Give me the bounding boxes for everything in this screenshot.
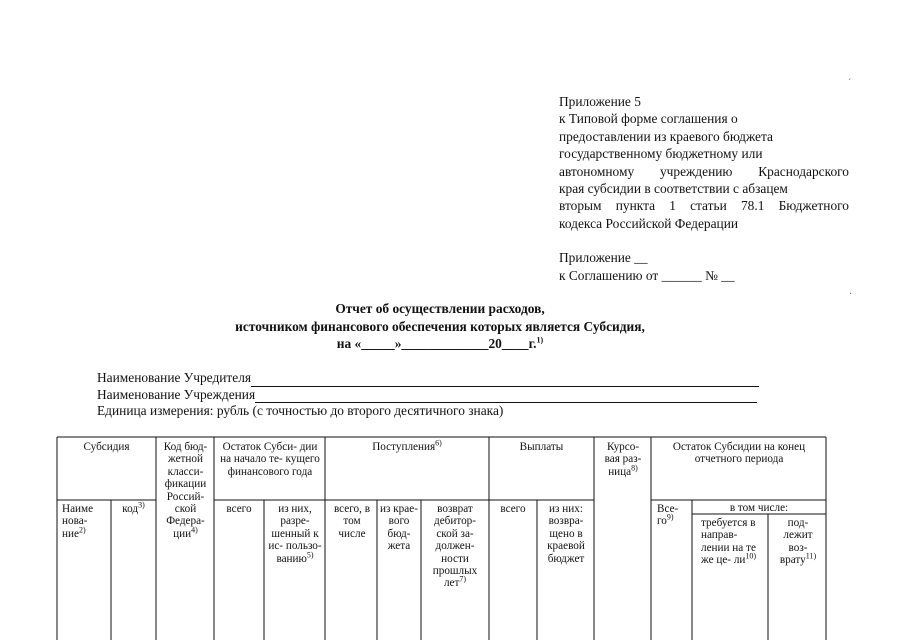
footnote-mark: 1) [536,335,544,345]
appendix-line: государственному бюджетному или [559,146,763,162]
appendix-line: автономному учреждению Краснодарского [559,163,849,179]
header-receipts-return [423,503,487,590]
header-receipts-text: Поступления [372,441,436,453]
footnote-mark: 6) [435,438,442,448]
scan-mark: ´ [848,78,852,89]
footnote-mark: 9) [666,512,674,522]
header-code-text: код [122,503,139,515]
agreement-reference: к Соглашению от ______ № __ [559,267,735,283]
appendix-line: предоставлении из краевого бюджета [559,128,773,144]
header-budget-code-text: Код бюд- жетной класси- фикации Россий- ской Федера- ции [163,441,208,540]
header-opening-total: всего [226,503,252,515]
founder-fill-line [251,374,759,387]
footnote-mark: 5) [306,549,314,559]
header-closing-total [657,503,691,528]
footnote-mark: 3) [138,500,145,510]
header-receipts-return-text: возврат дебитор- ской за- должен- ности прошлых лет [432,503,478,590]
founder-row [97,370,797,387]
header-name [62,503,110,540]
unit-row [97,403,797,420]
header-closing-required [701,517,767,567]
header-receipts [326,438,488,453]
appendix-line: Приложение 5 [559,94,641,109]
header-fx-difference [598,441,648,478]
header-closing-return [776,517,820,567]
header-opening-balance: Остаток Субси- дии на начало те- кущего финансового года [220,441,320,478]
appendix-block [559,93,849,232]
footnote-mark: 11) [805,551,817,561]
institution-fill-line [255,390,757,403]
header-budget-code [159,441,212,540]
header-code [112,500,155,515]
header-fx-text: Курсо- вая раз- ница [604,441,642,478]
header-closing-return-text: под- лежит воз- врату [779,517,813,567]
title-line-3 [160,335,720,353]
scan-mark: · [849,289,853,300]
footnote-mark: 8) [631,463,638,473]
agreement-appendix-block [559,249,849,284]
header-payments: Выплаты [519,441,564,453]
report-title [160,300,720,353]
header-opening-permitted [268,503,322,565]
appendix-line: кодекса Российской Федерации [559,215,739,231]
founder-label: Наименование Учредителя [97,370,252,385]
header-closing-including: в том числе: [729,502,789,514]
footnote-mark: 10) [745,551,757,561]
title-line-2: источником финансового обеспечения которых является Субсидия, [235,318,645,334]
appendix-line: края субсидии в соответствии с абзацем [559,181,788,197]
footnote-mark: 7) [459,574,467,584]
footnote-mark: 2) [78,525,86,535]
footnote-mark: 4) [191,525,198,535]
agreement-appendix-number: Приложение __ [559,250,648,265]
header-receipts-total: всего, в том числе [333,503,371,540]
title-line-1: Отчет об осуществлении расходов, [335,301,545,316]
header-payments-returned: из них: возвра- щено в краевой бюджет [547,503,585,565]
header-opening-permitted-text: из них, разре- шенный к ис- пользо- ванию [268,503,322,565]
header-receipts-regional: из крае- вого бюд- жета [380,503,418,553]
institution-label: Наименование Учреждения [97,386,256,402]
report-fields [97,370,797,420]
appendix-line: к Типовой форме соглашения о [559,111,738,127]
header-payments-total: всего [500,503,526,515]
header-closing-balance: Остаток Субсидии на конец отчетного периода [672,441,806,466]
header-name-text: Наиме нова- ние [62,503,94,540]
header-subsidy: Субсидия [83,441,130,453]
report-date: на «_____»_____________20____г. [336,336,537,352]
institution-row [97,387,797,404]
unit-label: Единица измерения: рубль (с точностью до второго десятичного знака) [97,403,504,419]
header-closing-total-text: Все- го [657,503,679,528]
header-closing-required-text: требуется в направ- лении на те же це- ли [701,517,756,567]
appendix-line: вторым пункта 1 статьи 78.1 Бюджетного [559,198,849,214]
